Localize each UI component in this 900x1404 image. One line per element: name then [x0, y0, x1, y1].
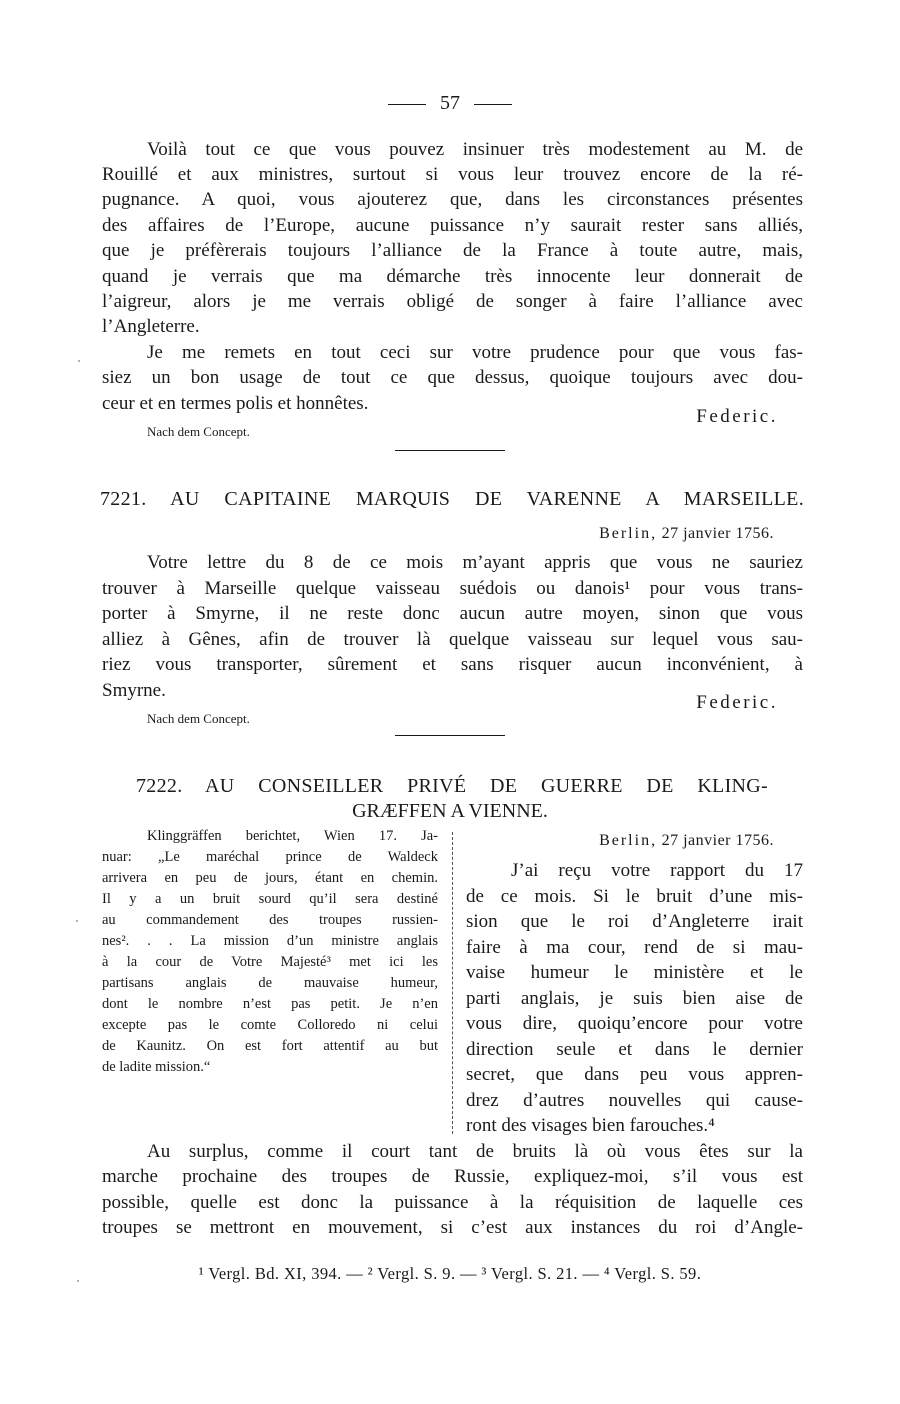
body-line: Votre lettre du 8 de ce mois m’ayant appris que vous ne sauriez	[147, 552, 803, 573]
body-line: trouver à Marseille quelque vaisseau suédois ou danois¹ pour vous trans-	[102, 578, 803, 599]
reply-line: sion que le roi d’Angleterre irait	[466, 911, 803, 932]
body-line: siez un bon usage de tout ce que dessus, quoique toujours avec dou-	[102, 367, 803, 388]
scan-speck	[78, 360, 80, 362]
report-line: Il y a un bruit sourd qu’il sera destiné	[102, 891, 438, 907]
body-line: possible, quelle est donc la puissance à la réquisition de laquelle ces	[102, 1192, 803, 1213]
page-number-text: 57	[440, 92, 460, 114]
body-line: Je me remets en tout ceci sur votre prudence pour que vous fas-	[147, 342, 803, 363]
reply-line: ront des visages bien farouches.⁴	[466, 1115, 715, 1136]
report-line: partisans anglais de mauvaise humeur,	[102, 975, 438, 991]
letter-heading-7222: 7222. AU CONSEILLER PRIVÉ DE GUERRE DE KLING-	[136, 775, 768, 797]
report-line: Klinggräffen berichtet, Wien 17. Ja-	[147, 828, 438, 844]
report-line: arrivera en peu de jours, étant en chemin.	[102, 870, 438, 886]
reply-line: de ce mois. Si le bruit d’une mis-	[466, 886, 803, 907]
reply-line: vous dire, quoiqu’encore pour votre	[466, 1013, 803, 1034]
dateline	[599, 832, 774, 850]
body-line: Voilà tout ce que vous pouvez insinuer très modestement au M. de	[147, 139, 803, 160]
letter-heading-7222-cont: GRÆFFEN A VIENNE.	[352, 800, 548, 822]
page-number	[0, 92, 900, 115]
body-line: alliez à Gênes, afin de trouver là quelque vaisseau sur lequel vous sau-	[102, 629, 803, 650]
reply-line: faire à ma cour, rend de si mau-	[466, 937, 803, 958]
scan-speck	[77, 1280, 79, 1282]
body-line: porter à Smyrne, il ne reste donc aucun autre moyen, sinon que vous	[102, 603, 803, 624]
report-line: à la cour de Votre Majesté³ met ici les	[102, 954, 438, 970]
body-line: troupes se mettront en mouvement, si c’est aux instances du roi d’Angle-	[102, 1217, 803, 1238]
reply-line: vaise humeur le ministère et le	[466, 962, 803, 983]
report-line: nes². . . La mission d’un ministre anglais	[102, 933, 438, 949]
report-line: excepte pas le comte Colloredo ni celui	[102, 1017, 438, 1033]
dateline-date: 27 janvier 1756.	[661, 832, 774, 849]
source-note: Nach dem Concept.	[147, 711, 250, 726]
reply-line: parti anglais, je suis bien aise de	[466, 988, 803, 1009]
report-line: au commandement des troupes russien-	[102, 912, 438, 928]
report-line: nuar: „Le maréchal prince de Waldeck	[102, 849, 438, 865]
section-rule	[395, 735, 505, 736]
section-rule	[395, 450, 505, 451]
body-line: Au surplus, comme il court tant de bruits là où vous êtes sur la	[147, 1141, 803, 1162]
body-line: l’aigreur, alors je me verrais obligé de songer à faire l’alliance avec	[102, 291, 803, 312]
body-line: quand je verrais que ma démarche très innocente leur donnerait de	[102, 266, 803, 287]
source-note: Nach dem Concept.	[147, 424, 250, 439]
body-line: riez vous transporter, sûrement et sans risquer aucun inconvénient, à	[102, 654, 803, 675]
report-line: de ladite mission.“	[102, 1059, 211, 1075]
body-line: que je préfèrerais toujours l’alliance de la France à toute autre, mais,	[102, 240, 803, 261]
signature: Federic.	[696, 406, 778, 427]
reply-line: direction seule et dans le dernier	[466, 1039, 803, 1060]
column-divider	[452, 832, 453, 1134]
body-line: ceur et en termes polis et honnêtes.	[102, 393, 369, 414]
dateline-place: Berlin,	[599, 525, 658, 542]
report-line: de Kaunitz. On est fort attentif au but	[102, 1038, 438, 1054]
body-line: l’Angleterre.	[102, 316, 200, 337]
footnotes: ¹ Vergl. Bd. XI, 394. — ² Vergl. S. 9. — ³ Vergl. S. 21. — ⁴ Vergl. S. 59.	[198, 1264, 702, 1283]
body-line: des affaires de l’Europe, aucune puissance n’y saurait rester sans alliés,	[102, 215, 803, 236]
scan-speck	[76, 920, 78, 922]
signature: Federic.	[696, 692, 778, 713]
letter-heading-7221: 7221. AU CAPITAINE MARQUIS DE VARENNE A MARSEILLE.	[100, 488, 804, 510]
dateline	[599, 525, 774, 543]
reply-line: J’ai reçu votre rapport du 17	[511, 860, 803, 881]
reply-line: secret, que dans peu vous appren-	[466, 1064, 803, 1085]
dateline-date: 27 janvier 1756.	[661, 525, 774, 542]
body-line: Rouillé et aux ministres, surtout si vous leur trouvez encore de la ré-	[102, 164, 803, 185]
dateline-place: Berlin,	[599, 832, 658, 849]
body-line: marche prochaine des troupes de Russie, expliquez-moi, s’il vous est	[102, 1166, 803, 1187]
page-number-dash-right	[474, 104, 512, 105]
reply-line: drez d’autres nouvelles qui cause-	[466, 1090, 803, 1111]
page-number-dash-left	[388, 104, 426, 105]
body-line: pugnance. A quoi, vous ajouterez que, dans les circonstances présentes	[102, 189, 803, 210]
report-line: dont le nombre n’est pas petit. Je n’en	[102, 996, 438, 1012]
body-line: Smyrne.	[102, 680, 166, 701]
